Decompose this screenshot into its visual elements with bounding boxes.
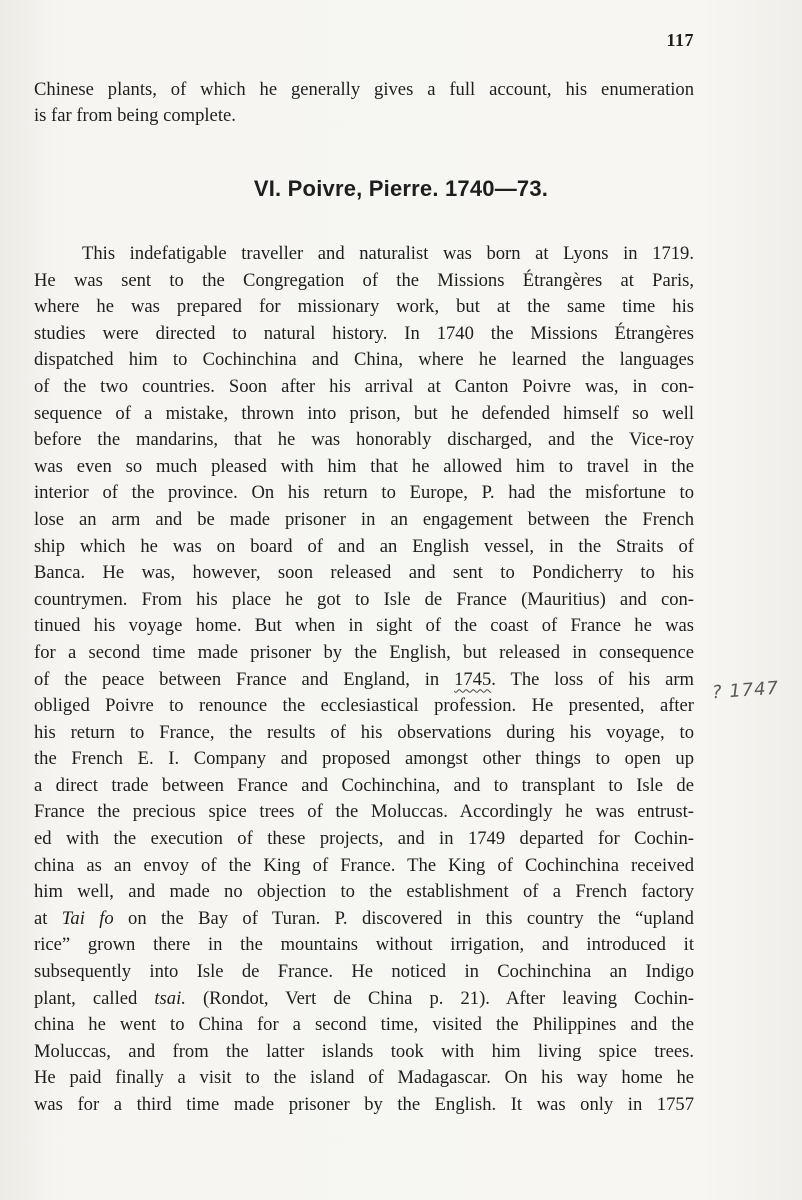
text-line: is far from being complete. bbox=[34, 105, 236, 126]
body-paragraph bbox=[34, 241, 694, 1119]
underlined-date: 1745 bbox=[454, 668, 492, 690]
text-line: him well, and made no objection to the establishment of a French factory bbox=[34, 881, 694, 903]
text-line: before the mandarins, that he was honorably discharged, and the Vice-roy bbox=[34, 429, 694, 451]
text-line: for a second time made prisoner by the English, but released in consequence bbox=[34, 641, 694, 663]
text-line: France the precious spice trees of the Moluccas. Accordingly he was entrust- bbox=[34, 801, 694, 823]
text-line: Moluccas, and from the latter islands took with him living spice trees. bbox=[34, 1040, 694, 1062]
text-fragment: on the Bay of Turan. P. discovered in this country the “upland bbox=[113, 907, 694, 929]
text-line: countrymen. From his place he got to Isle de France (Mauritius) and con- bbox=[34, 588, 694, 610]
section-heading: VI. Poivre, Pierre. 1740—73. bbox=[253, 176, 549, 201]
text-fragment: . The loss of his arm bbox=[491, 668, 695, 690]
text-line: tinued his voyage home. But when in sight of the coast of France he was bbox=[34, 615, 694, 637]
text-line: interior of the province. On his return to Europe, P. had the misfortune to bbox=[34, 482, 694, 504]
text-line: lose an arm and be made prisoner in an engagement between the French bbox=[34, 508, 694, 530]
text-line: a direct trade between France and Cochinchina, and to transplant to Isle de bbox=[34, 774, 694, 796]
text-fragment: at bbox=[34, 907, 62, 929]
text-line: was even so much pleased with him that he allowed him to travel in the bbox=[34, 455, 694, 477]
text-line: china he went to China for a second time, visited the Philippines and the bbox=[34, 1014, 694, 1036]
text-line: He paid finally a visit to the island of Madagascar. On his way home he bbox=[34, 1067, 694, 1089]
text-line: Chinese plants, of which he generally gives a full account, his enumeration bbox=[34, 79, 694, 100]
text-line: ship which he was on board of and an English vessel, in the Straits of bbox=[34, 535, 694, 557]
text-line: china as an envoy of the King of France. The King of Cochinchina received bbox=[34, 854, 694, 876]
text-fragment: plant, called bbox=[34, 987, 155, 1009]
text-line: his return to France, the results of his observations during his voyage, to bbox=[34, 721, 694, 743]
text-line: was for a third time made prisoner by the English. It was only in 1757 bbox=[34, 1094, 694, 1115]
text-line: rice” grown there in the mountains without irrigation, and introduced it bbox=[34, 934, 694, 956]
text-line: ed with the execution of these projects, and in 1749 departed for Cochin- bbox=[34, 828, 694, 850]
text-line: sequence of a mistake, thrown into prison, but he defended himself so well bbox=[34, 402, 694, 424]
text-line: dispatched him to Cochinchina and China, where he learned the languages bbox=[34, 349, 694, 371]
text-line bbox=[34, 906, 694, 933]
text-line: This indefatigable traveller and naturalist was born at Lyons in 1719. bbox=[82, 243, 694, 264]
text-line-with-marked-date bbox=[34, 667, 694, 694]
text-line: where he was prepared for missionary work, but at the same time his bbox=[34, 296, 694, 318]
text-line bbox=[34, 986, 694, 1013]
intro-paragraph bbox=[34, 77, 694, 129]
text-line: subsequently into Isle de France. He noticed in Cochinchina an Indigo bbox=[34, 961, 694, 983]
text-line: He was sent to the Congregation of the Missions Étrangères at Paris, bbox=[34, 269, 694, 291]
text-line: of the two countries. Soon after his arrival at Canton Poivre was, in con- bbox=[34, 375, 694, 397]
italic-plant-name: tsai. bbox=[154, 987, 186, 1009]
text-line: Banca. He was, however, soon released and sent to Pondicherry to his bbox=[34, 562, 694, 584]
text-fragment: of the peace between France and England, in bbox=[34, 668, 455, 690]
text-line: the French E. I. Company and proposed amongst other things to open up bbox=[34, 748, 694, 770]
text-fragment: (Rondot, Vert de China p. 21). After leaving Cochin- bbox=[185, 987, 694, 1009]
italic-place-name: Tai fo bbox=[61, 907, 114, 929]
text-line: studies were directed to natural history. In 1740 the Missions Étrangères bbox=[34, 322, 694, 344]
page-number: 117 bbox=[666, 30, 694, 50]
handwritten-margin-note: ? 1747 bbox=[711, 677, 780, 704]
text-line: obliged Poivre to renounce the ecclesiastical profession. He presented, after bbox=[34, 695, 694, 717]
